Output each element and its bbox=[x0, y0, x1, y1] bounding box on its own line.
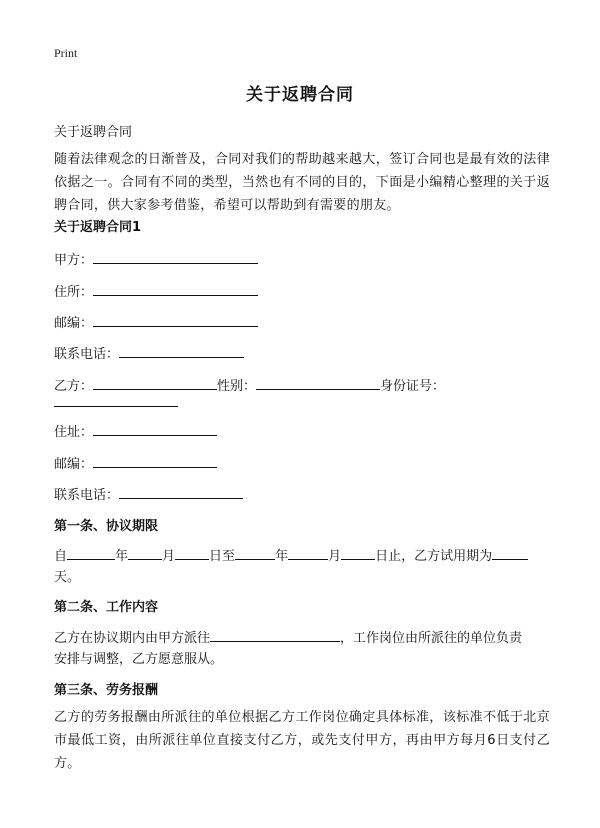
party-a-postcode-blank[interactable] bbox=[93, 314, 258, 327]
document-subtitle: 关于返聘合同 bbox=[54, 125, 133, 140]
article-3-heading: 第三条、劳务报酬 bbox=[54, 683, 159, 698]
party-a-address-blank[interactable] bbox=[93, 283, 258, 296]
party-a-postcode-row bbox=[54, 312, 258, 331]
party-b-row bbox=[54, 375, 445, 394]
article-2-line-1 bbox=[54, 627, 522, 646]
term-month: 月 bbox=[162, 549, 176, 564]
party-b-phone-row bbox=[54, 484, 243, 503]
party-b-gender-blank[interactable] bbox=[256, 377, 380, 390]
party-a-blank[interactable] bbox=[93, 251, 258, 264]
article-2-heading: 第二条、工作内容 bbox=[54, 600, 159, 615]
dispatch-unit-blank[interactable] bbox=[210, 629, 340, 642]
print-link[interactable]: Print bbox=[54, 46, 78, 60]
party-b-phone-blank[interactable] bbox=[119, 486, 243, 499]
term-end: 日止，乙方试用期为 bbox=[375, 549, 493, 564]
party-b-address-blank[interactable] bbox=[93, 423, 217, 436]
article-2-text-c: 安排与调整，乙方愿意服从。 bbox=[54, 652, 224, 667]
party-a-label: 甲方： bbox=[54, 253, 94, 268]
term-year-2: 年 bbox=[275, 549, 289, 564]
party-b-gender-label: 性别： bbox=[217, 379, 257, 394]
term-month-2: 月 bbox=[328, 549, 342, 564]
party-b-id-row bbox=[54, 394, 178, 411]
article-2-text-a: 乙方在协议期内由甲方派往 bbox=[54, 631, 211, 646]
party-b-postcode-label: 邮编： bbox=[54, 457, 94, 472]
article-1-tail-row bbox=[54, 566, 80, 585]
party-b-label: 乙方： bbox=[54, 379, 94, 394]
term-from: 自 bbox=[54, 549, 68, 564]
party-b-address-row bbox=[54, 421, 217, 440]
term-tail: 天。 bbox=[54, 570, 81, 585]
party-b-id-blank[interactable] bbox=[54, 394, 178, 407]
party-b-id-label: 身份证号： bbox=[380, 379, 446, 394]
end-day-blank[interactable] bbox=[341, 547, 375, 560]
start-month-blank[interactable] bbox=[128, 547, 162, 560]
start-year-blank[interactable] bbox=[67, 547, 115, 560]
party-a-phone-blank[interactable] bbox=[119, 345, 244, 358]
end-month-blank[interactable] bbox=[288, 547, 328, 560]
party-b-blank[interactable] bbox=[93, 377, 217, 390]
article-2-line-2 bbox=[54, 648, 223, 667]
party-b-phone-label: 联系电话： bbox=[54, 488, 120, 503]
start-day-blank[interactable] bbox=[175, 547, 209, 560]
section-heading-1: 关于返聘合同1 bbox=[54, 220, 142, 235]
trial-period-blank[interactable] bbox=[492, 547, 528, 560]
term-day-to: 日至 bbox=[209, 549, 236, 564]
party-a-address-row bbox=[54, 281, 258, 300]
article-2-text-b: ，工作岗位由所派往的单位负责 bbox=[340, 631, 523, 646]
end-year-blank[interactable] bbox=[235, 547, 275, 560]
party-a-row bbox=[54, 249, 258, 268]
party-a-postcode-label: 邮编： bbox=[54, 316, 94, 331]
article-1-term-row bbox=[54, 545, 528, 564]
intro-paragraph: 随着法律观念的日渐普及，合同对我们的帮助越来越大，签订合同也是最有效的法律依据之一。合同有不同的类型，当然也有不同的目的，下面是小编精心整理的关于返聘合同，供大家参考借鉴，希望可以帮助到有需要的朋友。 bbox=[54, 152, 550, 213]
party-a-address-label: 住所： bbox=[54, 285, 94, 300]
term-year: 年 bbox=[115, 549, 129, 564]
article-3-paragraph: 乙方的劳务报酬由所派往的单位根据乙方工作岗位确定具体标准，该标准不低于北京市最低工资，由所派往单位直接支付乙方，或先支付甲方，再由甲方每月6日支付乙方。 bbox=[54, 710, 550, 771]
party-a-phone-label: 联系电话： bbox=[54, 347, 120, 362]
party-b-address-label: 住址： bbox=[54, 425, 94, 440]
party-b-postcode-blank[interactable] bbox=[93, 455, 217, 468]
article-1-heading: 第一条、协议期限 bbox=[54, 519, 159, 534]
document-title: 关于返聘合同 bbox=[246, 85, 354, 105]
party-b-postcode-row bbox=[54, 453, 217, 472]
party-a-phone-row bbox=[54, 343, 244, 362]
